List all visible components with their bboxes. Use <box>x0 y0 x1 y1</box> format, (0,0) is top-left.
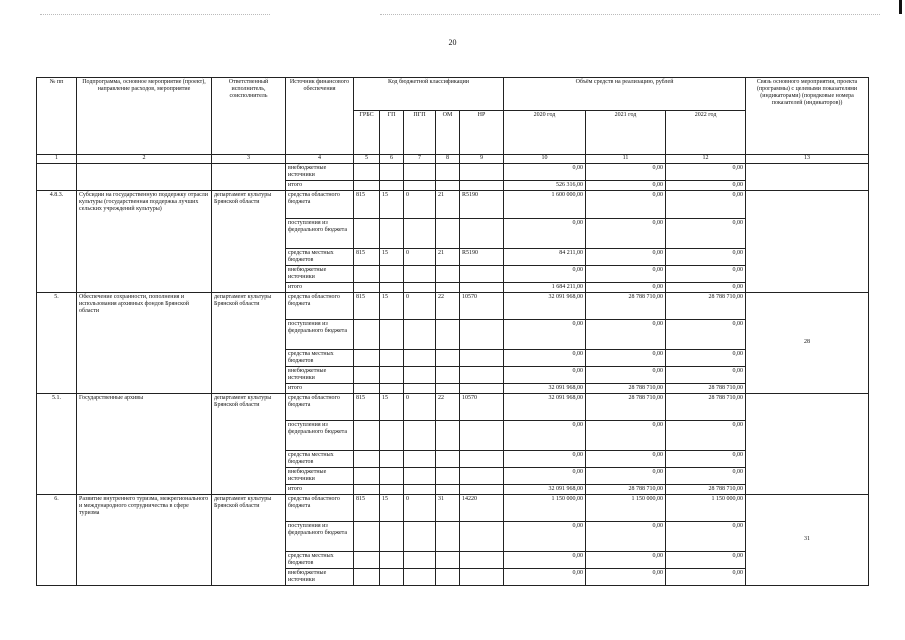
funding-source: итого <box>286 282 354 292</box>
column-number: 9 <box>460 155 504 164</box>
budget-code-gp <box>380 349 404 366</box>
scan-edge-mark <box>899 0 902 14</box>
amount-2020: 0,00 <box>504 551 586 568</box>
budget-code-om: 31 <box>436 494 460 521</box>
header-program: Подпрограмма, основное мероприятие (проект), направление расходов, мероприятие <box>77 78 212 155</box>
header-indicators: Связь основного мероприятия, проекта (программы) с целевыми показателями (индикаторами) (порядковые номера показателей (индикаторов)) <box>746 78 869 155</box>
header-amount: Объём средств на реализацию, рублей <box>504 78 746 111</box>
program-name: Государственные архивы <box>77 393 212 494</box>
budget-code-gp <box>380 484 404 494</box>
responsible <box>212 164 286 191</box>
amount-2022: 0,00 <box>666 349 746 366</box>
table-row <box>37 393 869 420</box>
header-nr: НР <box>460 111 504 155</box>
amount-2020: 0,00 <box>504 218 586 248</box>
amount-2021: 0,00 <box>586 248 666 265</box>
column-number: 7 <box>404 155 436 164</box>
budget-code-grbs: 815 <box>354 190 380 218</box>
budget-code-om: 22 <box>436 292 460 319</box>
budget-code-pgp: 0 <box>404 248 436 265</box>
header-source: Источник финансового обеспечения <box>286 78 354 155</box>
header-2021: 2021 год <box>586 111 666 155</box>
scan-noise-line <box>40 14 270 16</box>
budget-code-grbs <box>354 349 380 366</box>
budget-code-pgp <box>404 551 436 568</box>
header-no: № пп <box>37 78 77 155</box>
indicator-link <box>746 393 869 494</box>
table-row <box>37 190 869 218</box>
budget-code-gp <box>380 521 404 551</box>
budget-code-grbs <box>354 568 380 585</box>
amount-2021: 0,00 <box>586 349 666 366</box>
amount-2022: 1 150 000,00 <box>666 494 746 521</box>
budget-code-om <box>436 164 460 181</box>
funding-source: поступления из федерального бюджета <box>286 420 354 450</box>
budget-code-grbs <box>354 265 380 282</box>
budget-code-nr <box>460 551 504 568</box>
budget-code-gp <box>380 450 404 467</box>
budget-code-grbs <box>354 521 380 551</box>
budget-code-gp <box>380 265 404 282</box>
program-name <box>77 164 212 191</box>
column-number: 1 <box>37 155 77 164</box>
amount-2020: 0,00 <box>504 521 586 551</box>
amount-2020: 0,00 <box>504 467 586 484</box>
responsible: департамент культуры Брянской области <box>212 393 286 494</box>
budget-code-gp <box>380 164 404 181</box>
budget-code-pgp: 0 <box>404 190 436 218</box>
amount-2021: 0,00 <box>586 467 666 484</box>
budget-code-pgp <box>404 568 436 585</box>
budget-code-gp <box>380 551 404 568</box>
funding-source: средства местных бюджетов <box>286 248 354 265</box>
budget-code-grbs <box>354 420 380 450</box>
budget-code-nr <box>460 484 504 494</box>
budget-code-pgp <box>404 319 436 349</box>
funding-source: средства областного бюджета <box>286 393 354 420</box>
amount-2020: 526 316,00 <box>504 180 586 190</box>
funding-source: внебюджетные источники <box>286 467 354 484</box>
amount-2021: 28 788 710,00 <box>586 383 666 393</box>
budget-code-nr: 10570 <box>460 292 504 319</box>
amount-2021: 0,00 <box>586 319 666 349</box>
budget-code-nr <box>460 383 504 393</box>
amount-2022: 0,00 <box>666 467 746 484</box>
amount-2021: 28 788 710,00 <box>586 484 666 494</box>
header-2022: 2022 год <box>666 111 746 155</box>
budget-code-pgp <box>404 282 436 292</box>
funding-source: средства областного бюджета <box>286 292 354 319</box>
amount-2021: 0,00 <box>586 265 666 282</box>
budget-code-pgp <box>404 484 436 494</box>
budget-code-gp <box>380 180 404 190</box>
budget-code-grbs <box>354 282 380 292</box>
budget-code-gp: 15 <box>380 190 404 218</box>
budget-table <box>36 77 869 586</box>
header-grbs: ГРБС <box>354 111 380 155</box>
amount-2020: 0,00 <box>504 164 586 181</box>
indicator-link: 28 <box>746 292 869 393</box>
table-row <box>37 494 869 521</box>
amount-2021: 0,00 <box>586 568 666 585</box>
amount-2022: 0,00 <box>666 521 746 551</box>
budget-code-grbs <box>354 180 380 190</box>
funding-source: средства местных бюджетов <box>286 551 354 568</box>
budget-code-pgp: 0 <box>404 494 436 521</box>
budget-code-nr <box>460 450 504 467</box>
budget-code-nr <box>460 164 504 181</box>
budget-code-nr <box>460 319 504 349</box>
amount-2021: 0,00 <box>586 420 666 450</box>
responsible: департамент культуры Брянской области <box>212 190 286 292</box>
page-number: 20 <box>448 38 457 47</box>
program-name: Обеспечение сохранности, пополнения и использования архивных фондов Брянской области <box>77 292 212 393</box>
indicator-link <box>746 190 869 292</box>
column-number-row <box>37 155 869 164</box>
budget-code-pgp <box>404 450 436 467</box>
budget-code-nr: R5190 <box>460 190 504 218</box>
funding-source: итого <box>286 383 354 393</box>
header-gp: ГП <box>380 111 404 155</box>
row-number: 5. <box>37 292 77 393</box>
program-name: Развитие внутреннего туризма, межрегионального и международного сотрудничества в сфере туризма <box>77 494 212 585</box>
budget-code-nr <box>460 282 504 292</box>
funding-source: итого <box>286 484 354 494</box>
budget-code-gp <box>380 568 404 585</box>
budget-code-om <box>436 420 460 450</box>
column-number: 8 <box>436 155 460 164</box>
budget-code-gp <box>380 366 404 383</box>
column-number: 10 <box>504 155 586 164</box>
amount-2021: 0,00 <box>586 450 666 467</box>
program-name: Субсидии на государственную поддержку отрасли культуры (государственная поддержка лучших сельских учреждений культуры) <box>77 190 212 292</box>
budget-code-om <box>436 521 460 551</box>
budget-code-pgp: 0 <box>404 393 436 420</box>
budget-code-grbs <box>354 551 380 568</box>
amount-2020: 32 091 968,00 <box>504 292 586 319</box>
amount-2021: 0,00 <box>586 164 666 181</box>
row-number <box>37 164 77 191</box>
funding-source: внебюджетные источники <box>286 164 354 181</box>
amount-2022: 0,00 <box>666 319 746 349</box>
amount-2021: 1 150 000,00 <box>586 494 666 521</box>
amount-2021: 0,00 <box>586 190 666 218</box>
row-number: 4.8.3. <box>37 190 77 292</box>
budget-code-nr <box>460 521 504 551</box>
budget-code-pgp <box>404 366 436 383</box>
amount-2022: 0,00 <box>666 420 746 450</box>
funding-source: внебюджетные источники <box>286 366 354 383</box>
amount-2022: 0,00 <box>666 282 746 292</box>
amount-2021: 0,00 <box>586 282 666 292</box>
responsible: департамент культуры Брянской области <box>212 292 286 393</box>
funding-source: поступления из федерального бюджета <box>286 319 354 349</box>
budget-code-grbs <box>354 319 380 349</box>
budget-code-gp: 15 <box>380 248 404 265</box>
amount-2022: 0,00 <box>666 265 746 282</box>
budget-code-om: 21 <box>436 248 460 265</box>
budget-code-om <box>436 467 460 484</box>
budget-code-nr <box>460 420 504 450</box>
amount-2020: 32 091 968,00 <box>504 383 586 393</box>
amount-2020: 1 600 000,00 <box>504 190 586 218</box>
amount-2020: 0,00 <box>504 265 586 282</box>
amount-2022: 0,00 <box>666 366 746 383</box>
funding-source: поступления из федерального бюджета <box>286 218 354 248</box>
indicator-link: 31 <box>746 494 869 585</box>
budget-code-grbs <box>354 484 380 494</box>
table-row <box>37 164 869 181</box>
header-pgp: ПГП <box>404 111 436 155</box>
budget-code-gp <box>380 383 404 393</box>
budget-code-nr: 14220 <box>460 494 504 521</box>
amount-2020: 84 211,00 <box>504 248 586 265</box>
amount-2022: 0,00 <box>666 218 746 248</box>
amount-2022: 0,00 <box>666 568 746 585</box>
column-number: 6 <box>380 155 404 164</box>
budget-code-om: 22 <box>436 393 460 420</box>
budget-code-grbs <box>354 366 380 383</box>
budget-code-grbs <box>354 218 380 248</box>
responsible: департамент культуры Брянской области <box>212 494 286 585</box>
budget-code-om <box>436 484 460 494</box>
budget-code-grbs <box>354 383 380 393</box>
indicator-link <box>746 164 869 191</box>
column-number: 13 <box>746 155 869 164</box>
amount-2021: 28 788 710,00 <box>586 292 666 319</box>
header-om: ОМ <box>436 111 460 155</box>
budget-code-pgp <box>404 164 436 181</box>
row-number: 6. <box>37 494 77 585</box>
budget-code-pgp <box>404 265 436 282</box>
budget-code-gp <box>380 420 404 450</box>
amount-2020: 0,00 <box>504 568 586 585</box>
amount-2020: 32 091 968,00 <box>504 393 586 420</box>
budget-code-om <box>436 568 460 585</box>
budget-code-gp: 15 <box>380 393 404 420</box>
amount-2020: 0,00 <box>504 349 586 366</box>
amount-2022: 28 788 710,00 <box>666 393 746 420</box>
budget-code-pgp <box>404 383 436 393</box>
budget-code-om <box>436 180 460 190</box>
budget-code-pgp <box>404 467 436 484</box>
budget-code-nr: R5190 <box>460 248 504 265</box>
funding-source: средства местных бюджетов <box>286 349 354 366</box>
budget-code-om <box>436 265 460 282</box>
column-number: 5 <box>354 155 380 164</box>
column-number: 2 <box>77 155 212 164</box>
budget-code-nr <box>460 265 504 282</box>
amount-2021: 0,00 <box>586 551 666 568</box>
funding-source: средства областного бюджета <box>286 494 354 521</box>
budget-code-om <box>436 218 460 248</box>
budget-code-pgp <box>404 349 436 366</box>
budget-code-nr <box>460 218 504 248</box>
budget-code-nr <box>460 568 504 585</box>
funding-source: средства областного бюджета <box>286 190 354 218</box>
budget-code-gp: 15 <box>380 292 404 319</box>
budget-code-grbs: 815 <box>354 248 380 265</box>
amount-2021: 0,00 <box>586 521 666 551</box>
table-row <box>37 292 869 319</box>
budget-code-om: 21 <box>436 190 460 218</box>
budget-code-pgp <box>404 218 436 248</box>
amount-2022: 28 788 710,00 <box>666 292 746 319</box>
amount-2021: 0,00 <box>586 180 666 190</box>
header-responsible: Ответственный исполнитель, соисполнитель <box>212 78 286 155</box>
header-2020: 2020 год <box>504 111 586 155</box>
column-number: 11 <box>586 155 666 164</box>
amount-2020: 32 091 968,00 <box>504 484 586 494</box>
budget-code-om <box>436 282 460 292</box>
budget-code-nr <box>460 467 504 484</box>
budget-code-om <box>436 450 460 467</box>
budget-code-nr <box>460 349 504 366</box>
scan-noise-line <box>380 14 880 16</box>
budget-code-om <box>436 551 460 568</box>
amount-2020: 0,00 <box>504 319 586 349</box>
budget-code-pgp <box>404 180 436 190</box>
amount-2021: 0,00 <box>586 218 666 248</box>
budget-code-nr <box>460 180 504 190</box>
budget-code-gp: 15 <box>380 494 404 521</box>
funding-source: поступления из федерального бюджета <box>286 521 354 551</box>
amount-2020: 0,00 <box>504 450 586 467</box>
budget-code-nr <box>460 366 504 383</box>
budget-code-gp <box>380 319 404 349</box>
budget-code-om <box>436 366 460 383</box>
funding-source: средства местных бюджетов <box>286 450 354 467</box>
budget-code-om <box>436 383 460 393</box>
budget-code-pgp <box>404 420 436 450</box>
budget-code-gp <box>380 282 404 292</box>
amount-2022: 28 788 710,00 <box>666 383 746 393</box>
amount-2021: 0,00 <box>586 366 666 383</box>
budget-code-grbs <box>354 467 380 484</box>
column-number: 4 <box>286 155 354 164</box>
amount-2020: 1 684 211,00 <box>504 282 586 292</box>
amount-2022: 0,00 <box>666 190 746 218</box>
budget-code-pgp <box>404 521 436 551</box>
funding-source: внебюджетные источники <box>286 568 354 585</box>
budget-code-pgp: 0 <box>404 292 436 319</box>
amount-2022: 0,00 <box>666 164 746 181</box>
budget-code-grbs <box>354 164 380 181</box>
budget-code-gp <box>380 218 404 248</box>
budget-code-gp <box>380 467 404 484</box>
column-number: 3 <box>212 155 286 164</box>
amount-2022: 0,00 <box>666 450 746 467</box>
budget-code-om <box>436 319 460 349</box>
amount-2022: 0,00 <box>666 180 746 190</box>
amount-2020: 0,00 <box>504 420 586 450</box>
row-number: 5.1. <box>37 393 77 494</box>
amount-2021: 28 788 710,00 <box>586 393 666 420</box>
amount-2020: 1 150 000,00 <box>504 494 586 521</box>
budget-code-om <box>436 349 460 366</box>
amount-2022: 28 788 710,00 <box>666 484 746 494</box>
column-number: 12 <box>666 155 746 164</box>
budget-code-nr: 10570 <box>460 393 504 420</box>
header-budget-code: Код бюджетной классификации <box>354 78 504 111</box>
budget-code-grbs <box>354 450 380 467</box>
funding-source: внебюджетные источники <box>286 265 354 282</box>
amount-2022: 0,00 <box>666 551 746 568</box>
budget-code-grbs: 815 <box>354 292 380 319</box>
budget-code-grbs: 815 <box>354 494 380 521</box>
amount-2020: 0,00 <box>504 366 586 383</box>
amount-2022: 0,00 <box>666 248 746 265</box>
budget-code-grbs: 815 <box>354 393 380 420</box>
funding-source: итого <box>286 180 354 190</box>
